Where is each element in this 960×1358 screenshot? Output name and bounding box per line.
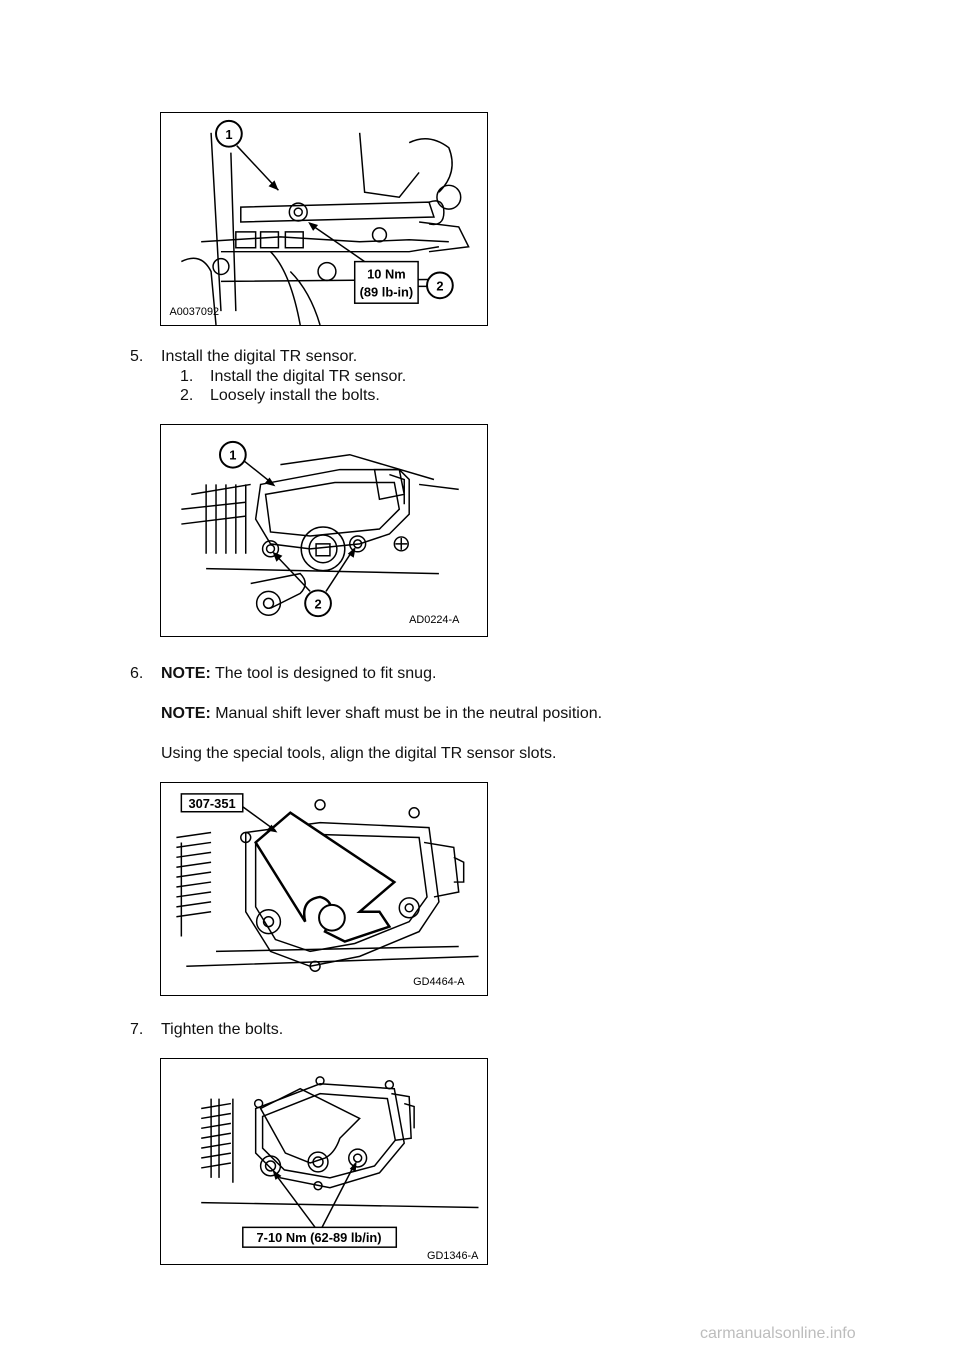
callout-1: 1 [229, 447, 237, 463]
step-6-note-2 [161, 704, 602, 724]
figure-tr-sensor-install-drawing [161, 425, 487, 636]
figure-code: GD4464-A [413, 976, 465, 989]
note-label: NOTE: [161, 665, 211, 682]
step-text: Using the special tools, align the digital TR sensor slots. [161, 745, 557, 762]
special-tool-label: 307-351 [188, 795, 236, 811]
substep-number: 1. [180, 368, 194, 385]
substep-5-1 [180, 367, 406, 387]
callout-1: 1 [225, 126, 233, 142]
substep-5-2 [180, 386, 380, 406]
figure-tr-sensor-install [160, 424, 488, 637]
figure-code: GD1346-A [426, 1250, 479, 1263]
torque-value-line2: (89 lb-in) [359, 284, 414, 300]
figure-shift-lever [160, 112, 488, 326]
callout-2: 2 [314, 596, 322, 612]
step-number: 5. [130, 348, 144, 365]
step-text: Tighten the bolts. [161, 1021, 284, 1038]
note-label: NOTE: [161, 705, 211, 722]
step-6-text [161, 744, 556, 764]
note-text: The tool is designed to fit snug. [210, 665, 437, 682]
note-text: Manual shift lever shaft must be in the neutral position. [210, 705, 603, 722]
step-5 [130, 347, 357, 367]
torque-value: 7-10 Nm (62-89 lb/in) [256, 1230, 382, 1246]
figure-code: A0037092 [169, 306, 220, 319]
step-7 [130, 1020, 283, 1040]
torque-value-line1: 10 Nm [367, 266, 406, 282]
callout-2: 2 [436, 278, 444, 294]
figure-shift-lever-drawing [161, 113, 487, 325]
step-number: 7. [130, 1021, 144, 1038]
step-text: Install the digital TR sensor. [161, 348, 358, 365]
substep-text: Loosely install the bolts. [210, 387, 380, 404]
figure-code: AD0224-A [409, 614, 460, 627]
figure-alignment-tool-drawing [161, 783, 487, 995]
step-number: 6. [130, 665, 144, 682]
figure-tighten-bolts-drawing [161, 1059, 487, 1264]
watermark: carmanualsonline.info [700, 1325, 856, 1342]
substep-number: 2. [180, 387, 194, 404]
figure-alignment-tool [160, 782, 488, 996]
substep-text: Install the digital TR sensor. [210, 368, 407, 385]
figure-tighten-bolts [160, 1058, 488, 1265]
step-6-note-1 [130, 664, 436, 684]
